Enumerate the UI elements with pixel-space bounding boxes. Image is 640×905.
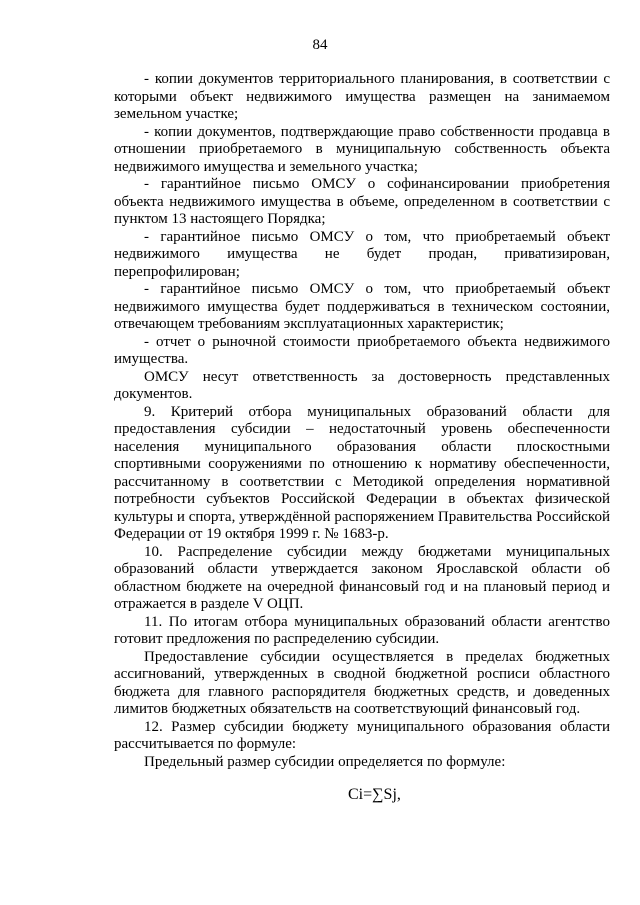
paragraph-doc-copies-ownership: - копии документов, подтверждающие право собственности продавца в отношении приобретаемого в муниципальную собственность объекта недвижимого имущества и земельного участка;: [114, 123, 610, 175]
paragraph-omsu-responsibility: ОМСУ несут ответственность за достоверность представленных документов.: [114, 368, 610, 402]
paragraph-market-value-report: - отчет о рыночной стоимости приобретаемого объекта недвижимого имущества.: [114, 333, 610, 367]
paragraph-doc-copies-planning: - копии документов территориального планирования, в соответствии с которыми объект недвижимого имущества размещен на занимаемом земельном участке;: [114, 71, 610, 122]
subsidy-formula: Ci=∑Sj,: [348, 786, 401, 803]
paragraph-guarantee-maintenance: - гарантийное письмо ОМСУ о том, что приобретаемый объект недвижимого имущества будет поддерживаться в техническом состоянии, отвечающем требованиям эксплуатационных характеристик;: [114, 281, 610, 332]
paragraph-item-10: 10. Распределение субсидии между бюджетами муниципальных образований области утверждается законом Ярославской области об областном бюджете на очередной финансовый год и на плановый период и отражается в разделе V ОЦП.: [114, 543, 610, 612]
page-number: 84: [312, 37, 328, 53]
paragraph-item-12: 12. Размер субсидии бюджету муниципального образования области рассчитывается по формуле:: [114, 718, 610, 752]
paragraph-budget-allocation: Предоставление субсидии осуществляется в пределах бюджетных ассигнований, утвержденных в сводной бюджетной росписи областного бюджета для главного распорядителя бюджетных средств, и доведенных лимитов бюджетных обязательств на соответствующий финансовый год.: [114, 648, 610, 717]
paragraph-item-9: 9. Критерий отбора муниципальных образований области для предоставления субсидии – недостаточный уровень обеспеченности населения муниципального образования области плоскостными спортивными сооружениями по отношению к нормативу обеспеченности, рассчитанному в соответствии с Методикой определения нормативной потребности субъектов Российской Федерации в объектах физической культуры и спорта, утверждённой распоряжением Правительства Российской Федерации от 19 октября 1999 г. № 1683-р.: [114, 403, 610, 542]
document-body: [114, 71, 610, 771]
paragraph-guarantee-not-sold: - гарантийное письмо ОМСУ о том, что приобретаемый объект недвижимого имущества не будет продан, приватизирован, перепрофилирован;: [114, 228, 610, 280]
paragraph-guarantee-cofinancing: - гарантийное письмо ОМСУ о софинансировании приобретения объекта недвижимого имущества в объеме, определенном в соответствии с пунктом 13 настоящего Порядка;: [114, 176, 610, 227]
paragraph-limit-size: Предельный размер субсидии определяется по формуле:: [144, 753, 506, 770]
paragraph-item-11: 11. По итогам отбора муниципальных образований области агентство готовит предложения по распределению субсидии.: [114, 613, 610, 647]
